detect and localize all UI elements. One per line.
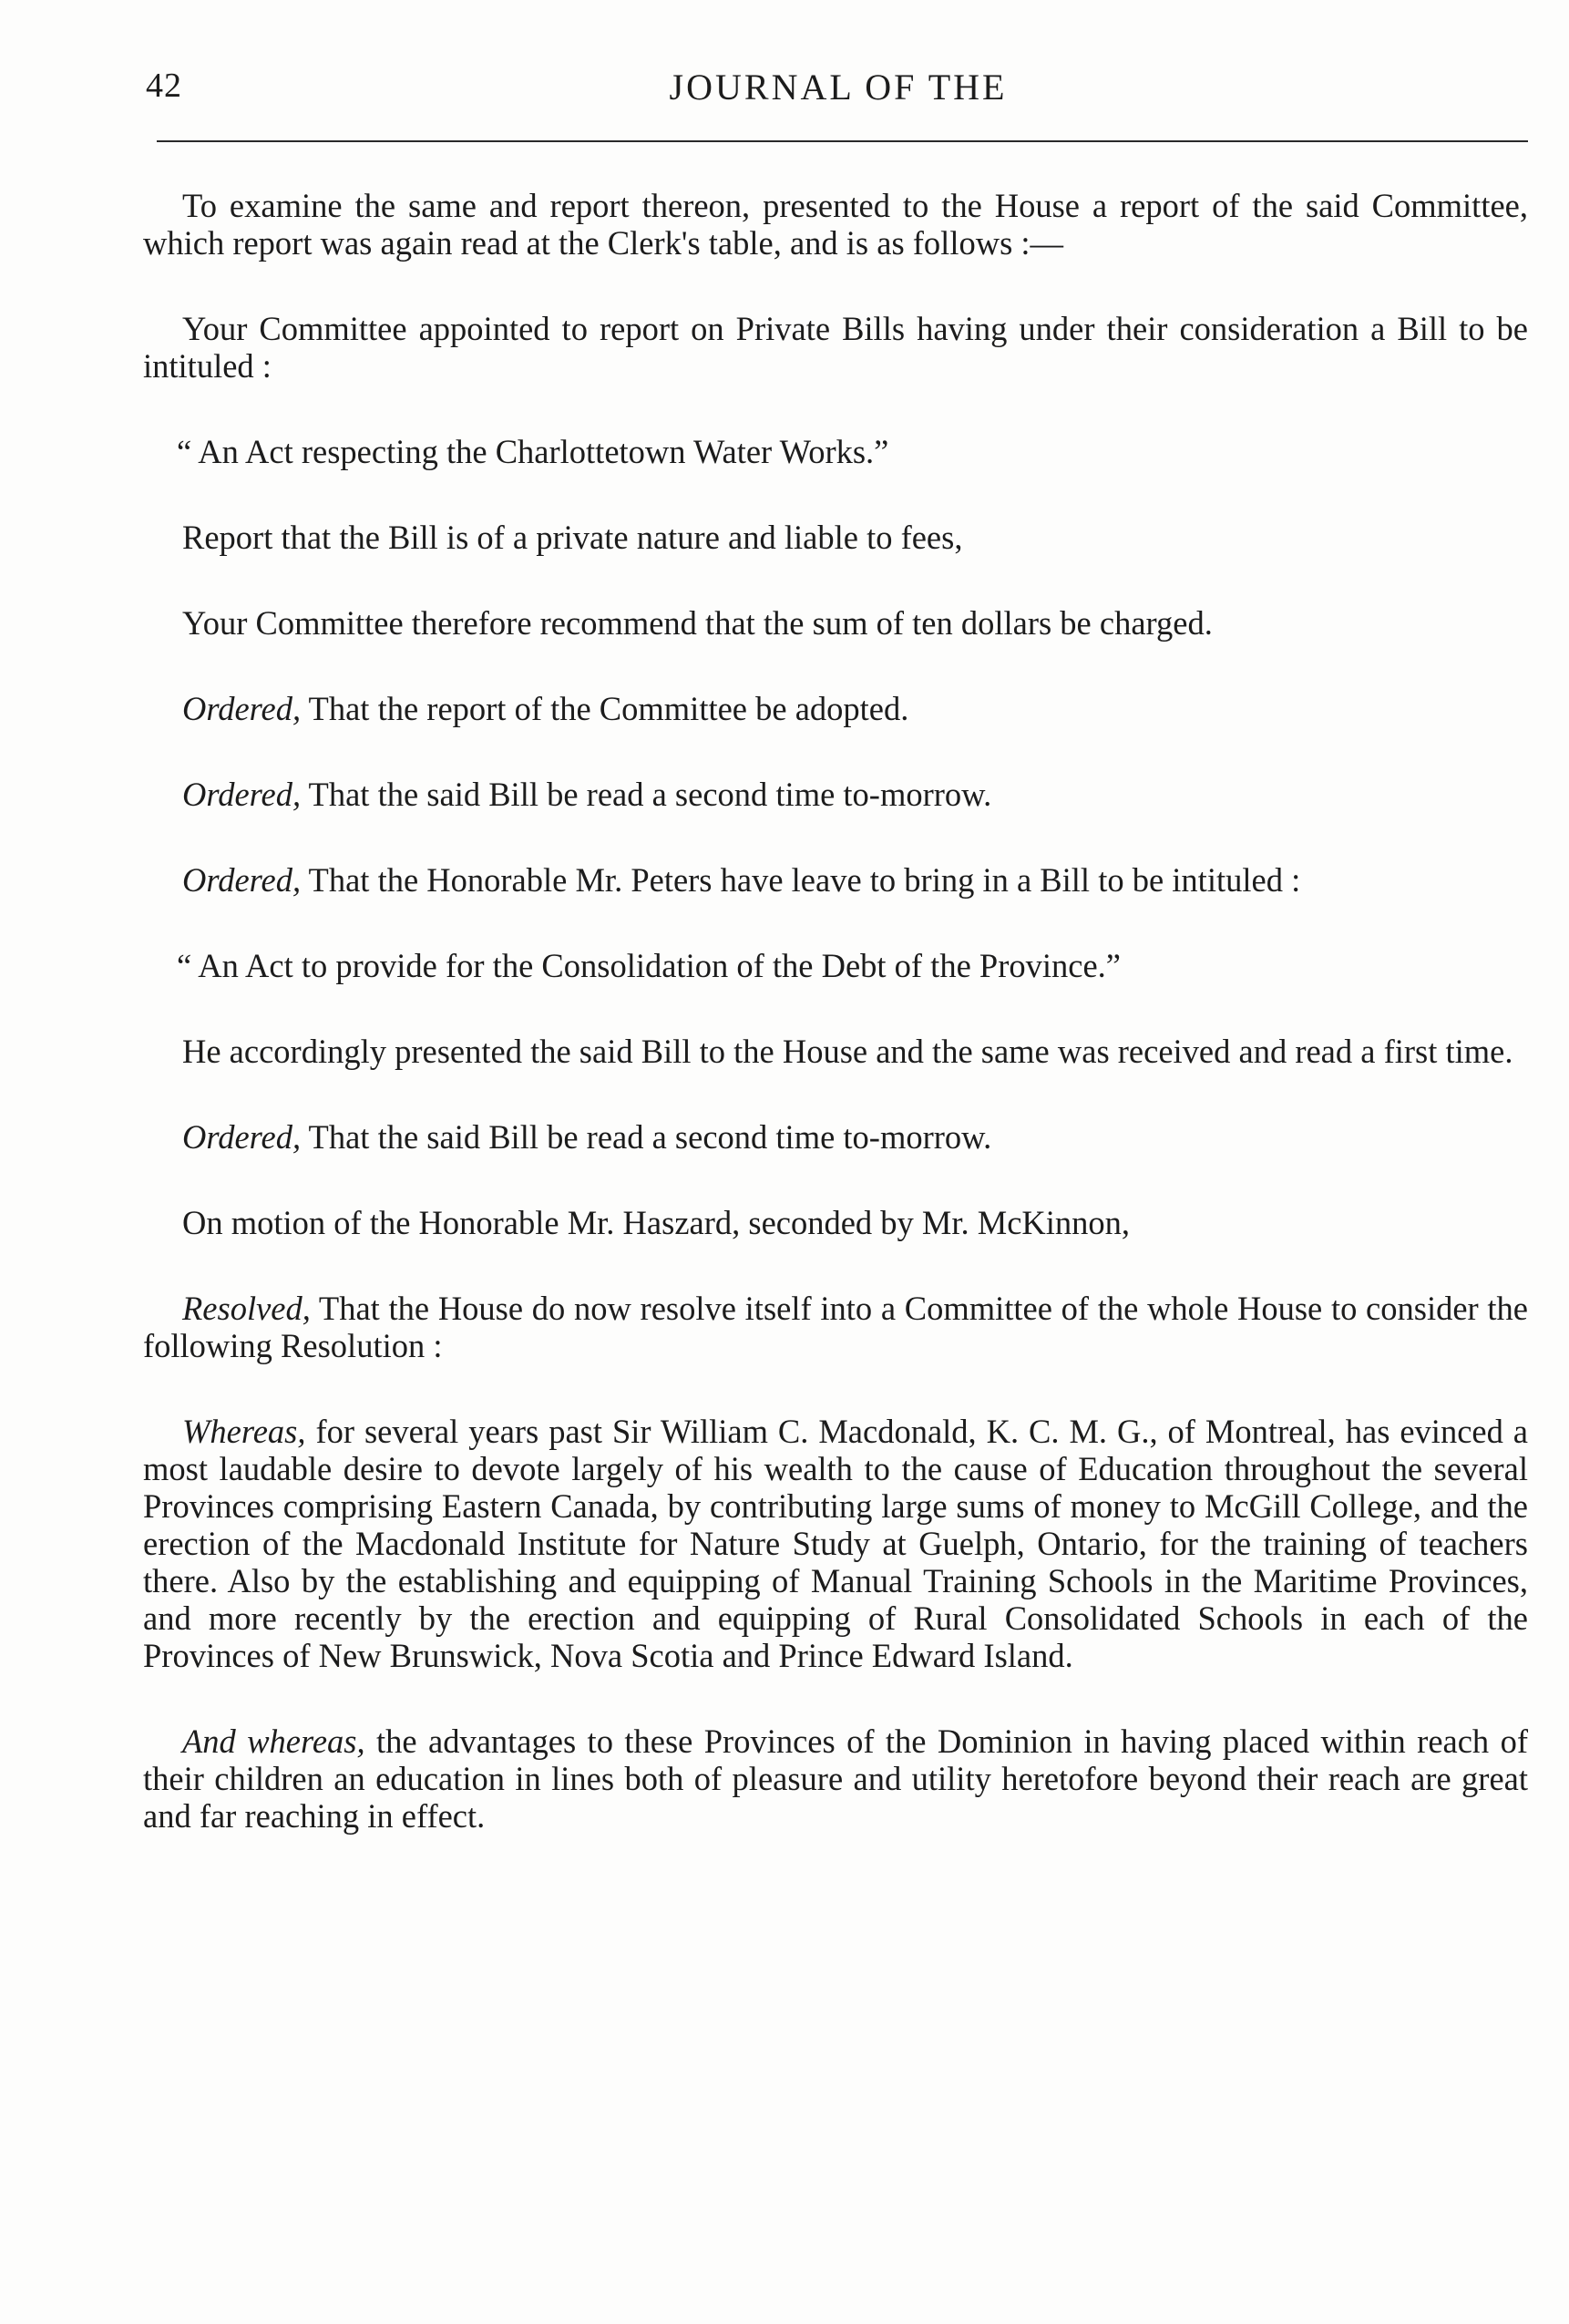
paragraph-lead: Ordered, xyxy=(182,861,302,899)
paragraph-text: the advantages to these Provinces of the Dominion in having placed within reach of their children an education in lines both of pleasure and utility heretofore beyond their reach are great and far reaching in effect. xyxy=(143,1722,1528,1835)
paragraph-text: To examine the same and report thereon, presented to the House a report of the said Committee, which report was again read at the Clerk's table, and is as follows :— xyxy=(143,187,1528,262)
paragraph-ordered-second-reading-2 xyxy=(143,1118,1528,1156)
paragraph-lead: Whereas, xyxy=(182,1413,306,1450)
paragraph-lead: Ordered, xyxy=(182,690,302,727)
paragraph-report-intro xyxy=(143,187,1528,262)
paragraph-whereas xyxy=(143,1413,1528,1674)
paragraph-text: That the said Bill be read a second time to-morrow. xyxy=(301,776,992,813)
paragraph-ordered-leave-peters xyxy=(143,861,1528,899)
paragraph-lead: And whereas, xyxy=(182,1722,365,1760)
running-head: JOURNAL OF THE xyxy=(669,67,1008,108)
paragraph-committee-consideration xyxy=(143,310,1528,385)
paragraph-motion xyxy=(143,1204,1528,1241)
paragraph-lead: Ordered, xyxy=(182,776,302,813)
paragraph-bill-title-water-works xyxy=(143,433,1528,470)
paragraph-fee-recommendation xyxy=(143,604,1528,642)
page-header xyxy=(146,66,1531,120)
header-rule xyxy=(157,140,1528,142)
paragraph-text: Your Committee appointed to report on Private Bills having under their consideration a Bill to be intituled : xyxy=(143,310,1528,385)
paragraph-ordered-adopted xyxy=(143,690,1528,727)
paragraph-text: for several years past Sir William C. Macdonald, K. C. M. G., of Montreal, has evinced a most laudable desire to devote largely of his wealth to the cause of Education throughout the several Provinces comprising Eastern Canada, by contributing large sums of money to McGill College, and the erection of the Macdonald Institute for Nature Study at Guelph, Ontario, for the training of teachers there. Also by the establishing and equipping of Manual Training Schools in the Maritime Provinces, and more recently by the erection and equipping of Rural Consolidated Schools in each of the Provinces of New Brunswick, Nova Scotia and Prince Edward Island. xyxy=(143,1413,1528,1674)
paragraph-lead: Resolved, xyxy=(182,1290,311,1327)
paragraph-first-reading xyxy=(143,1033,1528,1070)
page-number: 42 xyxy=(146,67,182,105)
paragraph-text: Report that the Bill is of a private nature and liable to fees, xyxy=(182,519,963,556)
paragraph-text: On motion of the Honorable Mr. Haszard, seconded by Mr. McKinnon, xyxy=(182,1204,1131,1241)
paragraph-text: That the said Bill be read a second time to-morrow. xyxy=(301,1118,992,1156)
paragraph-text: “ An Act to provide for the Consolidation of the Debt of the Province.” xyxy=(177,947,1121,984)
paragraph-text: That the report of the Committee be adopted. xyxy=(301,690,909,727)
paragraph-lead: Ordered, xyxy=(182,1118,302,1156)
paragraph-text: “ An Act respecting the Charlottetown Water Works.” xyxy=(177,433,889,470)
paragraph-bill-title-consolidation xyxy=(143,947,1528,984)
paragraph-text: Your Committee therefore recommend that the sum of ten dollars be charged. xyxy=(182,604,1213,642)
paragraph-and-whereas xyxy=(143,1722,1528,1835)
paragraph-text: That the House do now resolve itself into a Committee of the whole House to consider the following Resolution : xyxy=(143,1290,1528,1364)
paragraph-text: He accordingly presented the said Bill to the House and the same was received and read a first time. xyxy=(182,1033,1513,1070)
paragraph-text: That the Honorable Mr. Peters have leave to bring in a Bill to be intituled : xyxy=(301,861,1301,899)
paragraph-resolved xyxy=(143,1290,1528,1364)
body-text xyxy=(143,187,1528,1883)
paragraph-ordered-second-reading xyxy=(143,776,1528,813)
paragraph-private-nature xyxy=(143,519,1528,556)
